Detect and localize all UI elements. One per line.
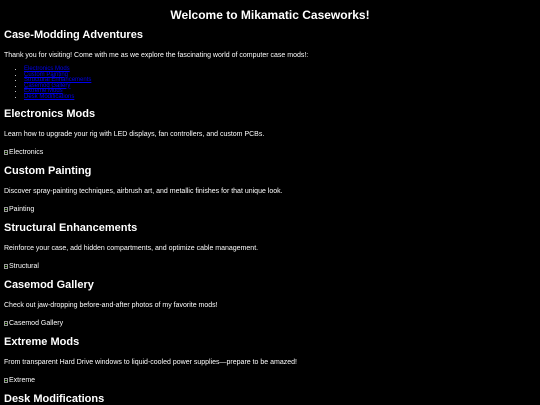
section-image xyxy=(4,376,536,385)
section-gallery xyxy=(4,278,536,328)
toc-link-electronics[interactable]: Electronics Mods xyxy=(24,66,70,72)
section-structural xyxy=(4,221,536,271)
section-heading: Electronics Mods xyxy=(4,108,96,120)
intro-heading: Case-Modding Adventures xyxy=(4,29,143,41)
toc-link-structural[interactable]: Structural Enhancements xyxy=(24,77,92,83)
toc-link-painting[interactable]: Custom Painting xyxy=(24,71,69,78)
image-alt-text: Painting xyxy=(9,206,35,213)
broken-image-icon xyxy=(4,264,8,269)
section-painting xyxy=(4,164,536,214)
image-alt-text: Structural xyxy=(9,263,39,270)
image-alt-text: Casemod Gallery xyxy=(9,320,64,327)
table-of-contents xyxy=(4,67,536,100)
section-image xyxy=(4,205,536,214)
broken-image-icon xyxy=(4,207,8,212)
image-alt-text: Extreme xyxy=(9,377,36,384)
section-description: Learn how to upgrade your rig with LED displays, fan controllers, and custom PCBs. xyxy=(4,131,265,138)
intro-text: Thank you for visiting! Come with me as we explore the fascinating world of computer case mods!: xyxy=(4,52,309,59)
section-extreme xyxy=(4,335,536,385)
section-heading: Extreme Mods xyxy=(4,336,80,348)
section-image xyxy=(4,319,536,328)
section-image xyxy=(4,148,536,157)
image-alt-text: Electronics xyxy=(9,149,44,156)
broken-image-icon xyxy=(4,378,8,383)
section-description: Reinforce your case, add hidden compartments, and optimize cable management. xyxy=(4,245,259,252)
section-desk xyxy=(4,392,536,405)
section-description: From transparent Hard Drive windows to liquid-cooled power supplies—prepare to be amazed! xyxy=(4,359,297,366)
section-heading: Custom Painting xyxy=(4,165,92,177)
toc-item xyxy=(24,95,536,101)
section-heading: Casemod Gallery xyxy=(4,279,94,291)
main-content xyxy=(4,26,536,405)
section-image xyxy=(4,262,536,271)
section-electronics xyxy=(4,107,536,157)
broken-image-icon xyxy=(4,150,8,155)
toc-link-gallery[interactable]: Casemod Gallery xyxy=(24,82,71,89)
toc-link-extreme[interactable]: Extreme Mods xyxy=(24,88,63,94)
section-description: Check out jaw-dropping before-and-after photos of my favorite mods! xyxy=(4,302,218,309)
section-heading: Desk Modifications xyxy=(4,393,105,405)
section-heading: Structural Enhancements xyxy=(4,222,138,234)
toc-link-desk[interactable]: Desk Modifications xyxy=(24,93,75,100)
section-description: Discover spray-painting techniques, airbrush art, and metallic finishes for that unique look. xyxy=(4,188,283,195)
page-title: Welcome to Mikamatic Caseworks! xyxy=(170,8,370,22)
broken-image-icon xyxy=(4,321,8,326)
